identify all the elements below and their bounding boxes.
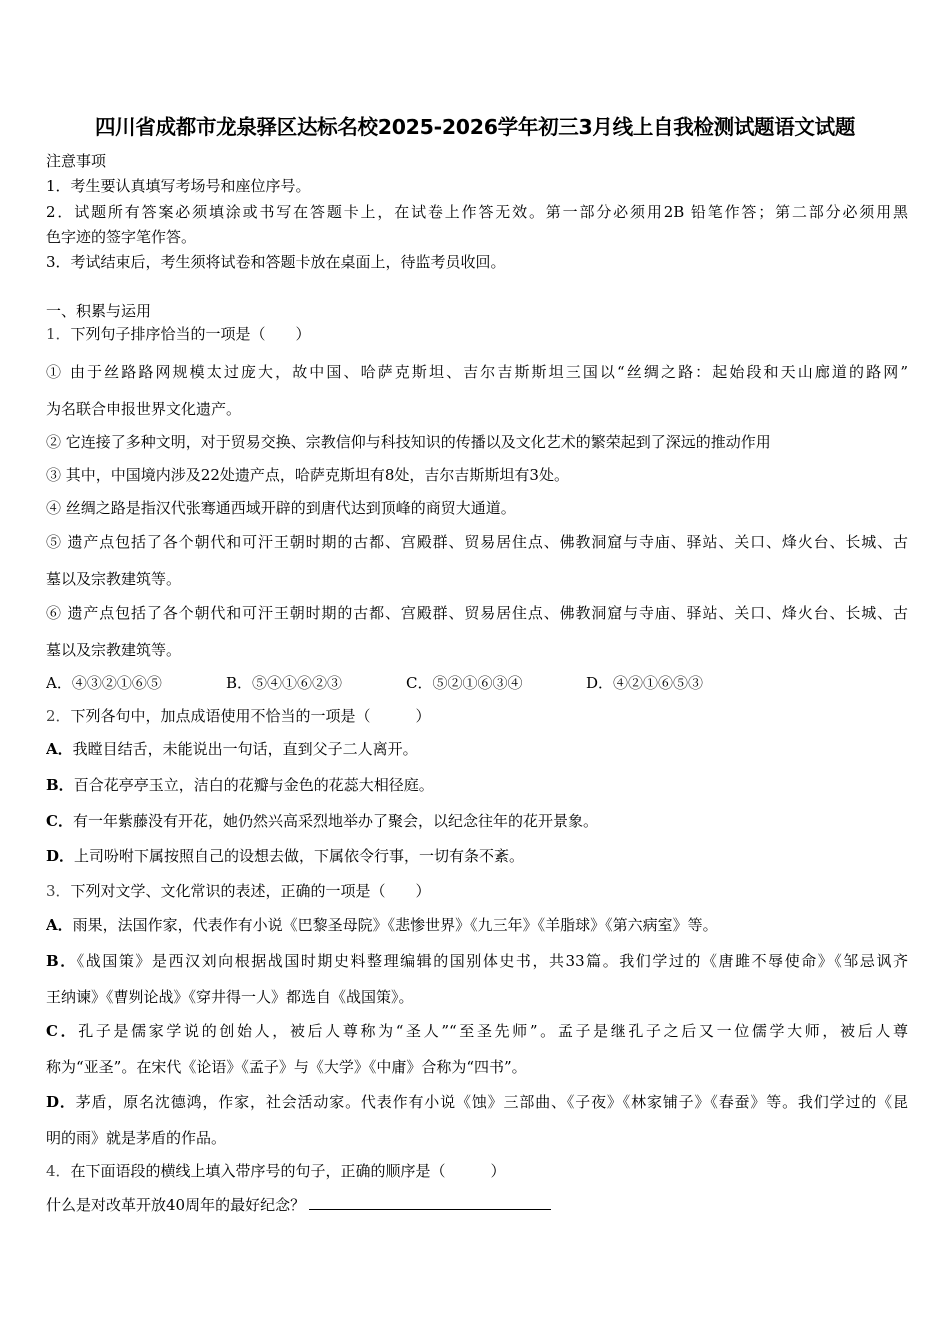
option-letter: A． bbox=[46, 916, 73, 934]
option-d[interactable]: D．④②①⑥⑤③ bbox=[586, 674, 704, 692]
option-a[interactable]: A．④③②①⑥⑤ bbox=[46, 674, 162, 692]
option-letter: D． bbox=[46, 1093, 76, 1111]
sentence-line: ① 由于丝路路网规模太过庞大，故中国、哈萨克斯坦、吉尔吉斯斯坦三国以“丝绸之路：起始段和天山廊道的路网” bbox=[46, 363, 908, 381]
option-a[interactable] bbox=[46, 915, 908, 935]
option-text: 我瞠目结舌，未能说出一句话，直到父子二人离开。 bbox=[72, 740, 418, 758]
option-text: 百合花亭亭玉立，洁白的花瓣与金色的花蕊大相径庭。 bbox=[73, 776, 434, 794]
option-b[interactable]: B．⑤④①⑥②③ bbox=[226, 674, 343, 692]
option-letter: C． bbox=[46, 1022, 79, 1040]
question-1-stem bbox=[46, 324, 908, 344]
question-number: 2． bbox=[46, 707, 71, 725]
option-letter: C． bbox=[46, 812, 73, 830]
question-number: 4． bbox=[46, 1162, 71, 1180]
answer-options bbox=[46, 673, 908, 693]
option-text: 称为“亚圣”。在宋代《论语》《孟子》与《大学》《中庸》合称为“四书”。 bbox=[46, 1058, 527, 1076]
sentence-line: 为名联合申报世界文化遗产。 bbox=[46, 400, 242, 418]
sentence-line: ④ 丝绸之路是指汉代张骞通西域开辟的到唐代达到顶峰的商贸大通道。 bbox=[46, 499, 516, 517]
option-letter: B． bbox=[46, 952, 77, 970]
notice-item: 1．考生要认真填写考场号和座位序号。 bbox=[46, 177, 311, 195]
question-text: 下列对文学、文化常识的表述，正确的一项是（ ） bbox=[70, 882, 431, 900]
sentence-line: ⑤ 遗产点包括了各个朝代和可汗王朝时期的古都、宫殿群、贸易居住点、佛教洞窟与寺庙、驿站、关口、烽火台、长城、古 bbox=[46, 533, 908, 551]
option-text: 孔子是儒家学说的创始人，被后人尊称为“圣人”“至圣先师”。孟子是继孔子之后又一位儒学大师，被后人尊 bbox=[78, 1022, 908, 1040]
question-number: 1． bbox=[46, 325, 71, 343]
section-heading: 一、积累与运用 bbox=[46, 302, 152, 320]
notice-heading: 注意事项 bbox=[46, 152, 107, 170]
option-d-continued bbox=[46, 1128, 908, 1148]
question-4-stem bbox=[46, 1161, 908, 1181]
option-text: 有一年紫藤没有开花，她仍然兴高采烈地举办了聚会，以纪念往年的花开景象。 bbox=[72, 812, 598, 830]
option-b[interactable] bbox=[46, 951, 908, 971]
notice-item: 色字迹的签字笔作答。 bbox=[46, 228, 197, 246]
fill-in-line bbox=[46, 1195, 908, 1215]
question-3-stem bbox=[46, 881, 908, 901]
option-letter: A． bbox=[46, 740, 73, 758]
page-title: 四川省成都市龙泉驿区达标名校2025-2026学年初三3月线上自我检测试题语文试题 bbox=[94, 115, 856, 139]
option-letter: B． bbox=[46, 776, 74, 794]
option-text: 《战国策》是西汉刘向根据战国时期史料整理编辑的国别体史书，共33篇。我们学过的《唐雎不辱使命》《邹忌讽齐 bbox=[76, 952, 908, 970]
sentence-line: ③ 其中，中国境内涉及22处遗产点，哈萨克斯坦有8处，吉尔吉斯斯坦有3处。 bbox=[46, 466, 569, 484]
option-c[interactable]: C．⑤②①⑥③④ bbox=[406, 674, 523, 692]
question-text: 在下面语段的横线上填入带序号的句子，正确的顺序是（ ） bbox=[70, 1162, 506, 1180]
option-letter: D． bbox=[46, 847, 75, 865]
question-text: 下列句子排序恰当的一项是（ ） bbox=[70, 325, 311, 343]
question-number: 3． bbox=[46, 882, 71, 900]
sentence-line: ② 它连接了多种文明，对于贸易交换、宗教信仰与科技知识的传播以及文化艺术的繁荣起到了深远的推动作用 bbox=[46, 433, 771, 451]
question-2-stem bbox=[46, 706, 908, 726]
option-b-continued bbox=[46, 987, 908, 1007]
option-a[interactable] bbox=[46, 739, 908, 759]
option-text: 明的雨》就是茅盾的作品。 bbox=[46, 1129, 227, 1147]
passage-text: 什么是对改革开放40周年的最好纪念？ bbox=[46, 1196, 306, 1214]
notice-item: 2．试题所有答案必须填涂或书写在答题卡上，在试卷上作答无效。第一部分必须用2B 铅笔作答；第二部分必须用黑 bbox=[46, 203, 908, 221]
option-text: 上司吩咐下属按照自己的设想去做，下属依令行事，一切有条不紊。 bbox=[74, 847, 525, 865]
option-b[interactable] bbox=[46, 775, 908, 795]
option-text: 茅盾，原名沈德鸿，作家，社会活动家。代表作有小说《蚀》三部曲、《子夜》《林家铺子》《春蚕》等。我们学过的《昆 bbox=[75, 1093, 908, 1111]
option-d[interactable] bbox=[46, 1092, 908, 1112]
sentence-line: 墓以及宗教建筑等。 bbox=[46, 641, 182, 659]
option-c-continued bbox=[46, 1057, 908, 1077]
option-text: 王纳谏》《曹刿论战》《穿井得一人》都选自《战国策》。 bbox=[46, 988, 414, 1006]
sentence-line: ⑥ 遗产点包括了各个朝代和可汗王朝时期的古都、宫殿群、贸易居住点、佛教洞窟与寺庙、驿站、关口、烽火台、长城、古 bbox=[46, 604, 908, 622]
option-c[interactable] bbox=[46, 1021, 908, 1041]
option-c[interactable] bbox=[46, 811, 908, 831]
option-text: 雨果，法国作家，代表作有小说《巴黎圣母院》《悲惨世界》《九三年》《羊脂球》《第六病室》等。 bbox=[72, 916, 718, 934]
question-text: 下列各句中，加点成语使用不恰当的一项是（ ） bbox=[70, 707, 431, 725]
sentence-line: 墓以及宗教建筑等。 bbox=[46, 570, 182, 588]
notice-item: 3．考试结束后，考生须将试卷和答题卡放在桌面上，待监考员收回。 bbox=[46, 253, 506, 271]
option-d[interactable] bbox=[46, 846, 908, 866]
answer-blank[interactable] bbox=[309, 1195, 551, 1210]
